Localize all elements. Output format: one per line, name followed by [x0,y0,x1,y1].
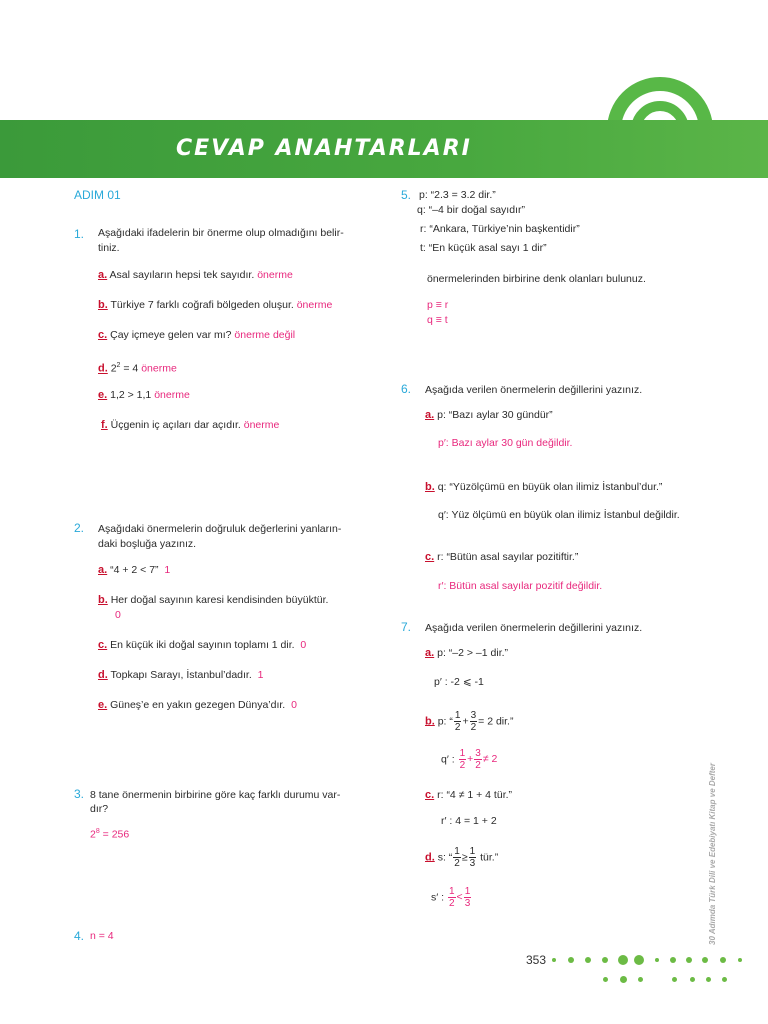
q2-item-b-answer: 0 [115,609,121,621]
frac-den: 2 [454,858,460,869]
item-label: a. [425,647,435,659]
q6-text: Aşağıda verilen önermelerin değillerini yazınız. [425,384,643,396]
q2-item-c [98,638,306,653]
item-answer: önerme [243,419,280,431]
q7-item-b-answer [441,748,497,771]
fraction [474,748,482,771]
item-label: a. [98,564,108,576]
q2-number: 2. [74,521,85,535]
q5-line-r: r: “Ankara, Türkiye’nin başkentidir” [420,223,580,235]
item-label: b. [425,481,435,493]
item-text: p: “–2 > –1 dir.” [437,647,509,659]
q6-item-c-answer: r′: Bütün asal sayılar pozitif değildir. [438,580,603,592]
operator: ≥ [461,851,468,864]
q1-text-line1: Aşağıdaki ifadelerin bir önerme olup olmadığını belir- [98,227,344,239]
item-text: Asal sayıların hepsi tek sayıdır. [109,269,255,281]
q7-number: 7. [401,620,412,634]
q1-number: 1. [74,227,85,241]
frac-num: 1 [448,886,455,897]
q6-item-a-answer: p′: Bazı aylar 30 gün değildir. [438,437,573,449]
fraction [453,846,461,869]
q3-answer-rest: = 256 [99,828,130,841]
frac-num: 1 [464,886,471,897]
item-text: 1,2 > 1,1 [110,389,152,401]
item-text: Çay içmeye gelen var mı? [110,329,232,341]
item-label: c. [425,551,435,563]
q4-number: 4. [74,929,85,943]
frac-den: 2 [470,722,477,733]
q4-answer: n = 4 [90,930,114,942]
item-answer: önerme [257,269,293,281]
q2-item-d [98,668,263,683]
fraction [454,710,462,733]
q7-item-d [425,846,498,869]
operator: < [456,891,463,904]
q5-line-p: p: “2.3 = 3.2 dir.” [419,189,496,201]
item-label: c. [98,329,108,341]
item-label: d. [98,362,108,375]
item-label: e. [98,699,108,711]
item-label: e. [98,389,108,401]
q1-item-e [98,388,190,403]
frac-num: 3 [470,710,477,721]
item-text: q: “Yüzölçümü en büyük olan ilimiz İstanbul’dur.” [437,481,663,493]
q5-line-t: t: “En küçük asal sayı 1 dir” [420,242,547,254]
q1-item-f [101,418,279,433]
frac-num: 1 [454,846,460,857]
q6-item-a [425,408,553,423]
fraction [469,846,477,869]
item-text-rest: = 4 [120,362,139,375]
item-answer: 0 [300,639,307,651]
side-book-title: 30 Adımda Türk Dili ve Edebiyatı Kitap ve Defter [708,763,717,945]
item-answer: önerme [296,299,333,311]
item-text-base: 2 [110,362,117,375]
q2-text-line2: daki boşluğa yazınız. [98,538,197,550]
item-label: a. [98,269,108,281]
q5-answer-1: p ≡ r [427,299,449,311]
item-text-post: = 2 dir.” [478,715,514,728]
item-answer: 0 [291,699,297,711]
step-label: ADIM 01 [74,188,121,202]
q2-text-line1: Aşağıdaki önermelerin doğruluk değerlerini yanların- [98,523,342,535]
fraction [459,748,467,771]
fraction [464,886,472,909]
answer-suffix: ≠ 2 [482,753,498,766]
item-text-sup: 2 [116,362,121,369]
item-label: a. [425,409,435,421]
item-label: d. [425,851,435,864]
item-answer: önerme değil [234,329,296,341]
q3-text-line1: 8 tane önermenin birbirine göre kaç farklı durumu var- [90,789,341,801]
q7-item-d-answer [431,886,472,909]
answer-prefix: q′ : [441,753,455,766]
item-text-pre: s: “ [437,851,453,864]
q3-text-line2: dır? [90,803,109,815]
q5-line-q: q: “–4 bir doğal sayıdır” [417,204,525,216]
item-text: Güneş’e en yakın gezegen Dünya’dır. [110,699,286,711]
fraction [470,710,478,733]
item-text: r: “4 ≠ 1 + 4 tür.” [437,789,513,801]
item-text: Her doğal sayının karesi kendisinden büyüktür. [110,594,329,606]
frac-num: 1 [469,846,476,857]
q3-answer-base: 2 [90,828,96,841]
q1-item-c [98,328,295,343]
q3-number: 3. [74,787,85,801]
frac-num: 1 [459,748,466,759]
page-title: CEVAP ANAHTARLARI [176,136,472,161]
item-answer: önerme [141,362,177,375]
q6-item-c [425,550,578,565]
item-answer: 1 [164,564,171,576]
q7-item-c-answer: r′ : 4 = 1 + 2 [441,815,497,827]
answer-prefix: s′ : [431,891,445,904]
item-label: b. [98,594,108,606]
frac-den: 3 [469,858,476,869]
operator: + [462,715,469,728]
item-text: p: “Bazı aylar 30 gündür” [437,409,553,421]
item-text: En küçük iki doğal sayının toplamı 1 dir. [110,639,295,651]
q7-item-b [425,710,513,733]
frac-den: 2 [475,760,481,771]
item-text-pre: p: “ [437,715,453,728]
q6-item-b-answer: q′: Yüz ölçümü en büyük olan ilimiz İstanbul değildir. [438,509,680,521]
q7-item-a [425,646,508,661]
frac-num: 1 [454,710,461,721]
item-label: c. [98,639,108,651]
q1-text-line2: tiniz. [98,242,120,254]
frac-den: 2 [454,722,461,733]
item-text: r: “Bütün asal sayılar pozitiftir.” [437,551,579,563]
frac-num: 3 [475,748,481,759]
item-label: f. [101,419,108,431]
fraction [448,886,456,909]
q1-item-a [98,268,293,283]
item-label: b. [425,715,435,728]
frac-den: 3 [464,898,471,909]
q5-answer-2: q ≡ t [427,314,448,326]
operator: + [467,753,474,766]
q2-item-a [98,563,170,578]
q2-item-e [98,698,297,713]
frac-den: 2 [448,898,455,909]
page-number: 353 [526,953,547,967]
q2-item-b [98,593,328,608]
item-answer: önerme [154,389,190,401]
q3-answer [90,824,129,843]
q5-number: 5. [401,188,412,202]
frac-den: 2 [459,760,466,771]
q5-instruction: önermelerinden birbirine denk olanları bulunuz. [427,273,646,285]
item-label: c. [425,789,435,801]
item-label: d. [98,669,108,681]
q6-item-b [425,480,662,495]
item-text: Topkapı Sarayı, İstanbul’dadır. [110,669,252,681]
q7-item-c [425,788,512,803]
q7-text: Aşağıda verilen önermelerin değillerini yazınız. [425,622,643,634]
item-label: b. [98,299,108,311]
q3-answer-sup: 8 [95,828,100,835]
q6-number: 6. [401,382,412,396]
item-text: Üçgenin iç açıları dar açıdır. [110,419,241,431]
q1-item-d [98,358,177,377]
q1-item-b [98,298,332,313]
item-text: Türkiye 7 farklı coğrafi bölgeden oluşur. [110,299,294,311]
item-answer: 1 [257,669,264,681]
q7-item-a-answer: p′ : -2 ⩽ -1 [434,676,484,688]
item-text: “4 + 2 < 7” [110,564,159,576]
item-text-post: tür.” [477,851,499,864]
